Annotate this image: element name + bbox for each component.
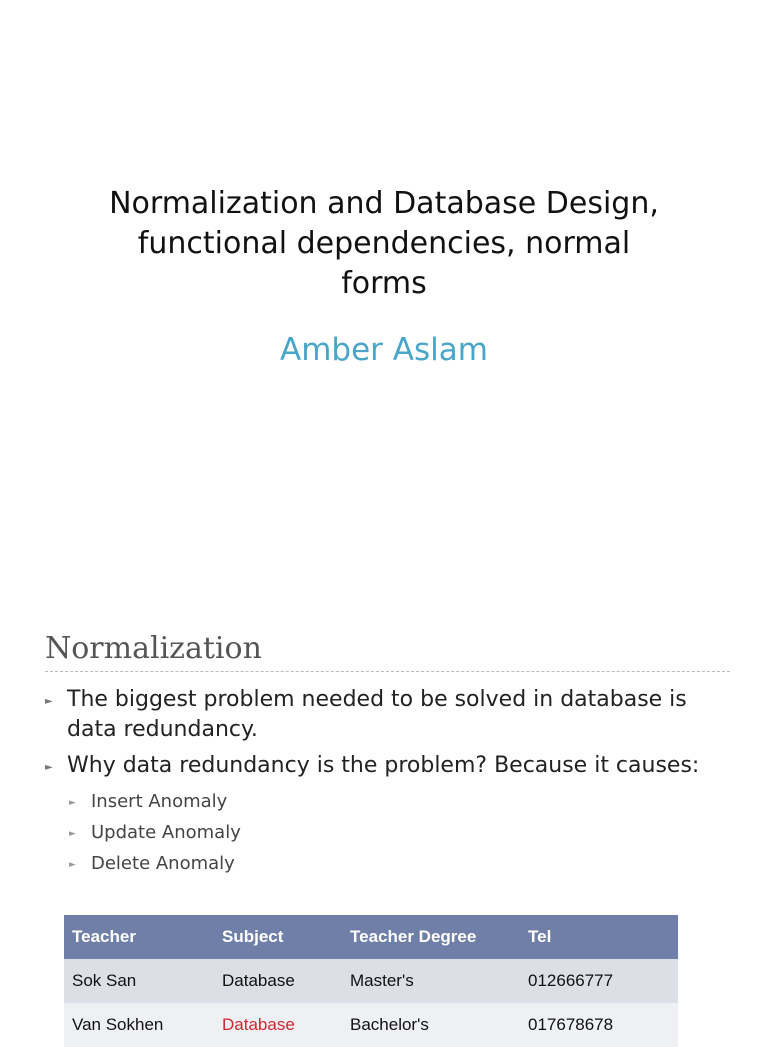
column-header-teacher: Teacher xyxy=(64,915,214,959)
sub-bullet-arrow-icon: ► xyxy=(69,829,76,839)
author-name: Amber Aslam xyxy=(280,332,488,368)
table-row xyxy=(64,959,678,1003)
table-header-row xyxy=(64,915,678,959)
teacher-table xyxy=(64,915,678,1047)
bullet-arrow-icon: ► xyxy=(45,696,53,707)
title-divider xyxy=(45,671,730,672)
slide2-title: Normalization xyxy=(45,631,262,666)
table-cell: Sok San xyxy=(64,959,214,1003)
table-cell: Van Sokhen xyxy=(64,1003,214,1047)
table-row xyxy=(64,1003,678,1047)
sub-bullet-text: Delete Anomaly xyxy=(91,853,235,874)
slide-title: Normalization and Database Design, functional dependencies, normal forms xyxy=(109,186,659,301)
sub-bullet-arrow-icon: ► xyxy=(69,798,76,808)
table-cell: Bachelor's xyxy=(342,1003,520,1047)
bullet-arrow-icon: ► xyxy=(45,762,53,773)
table-cell: 012666777 xyxy=(520,959,678,1003)
table-cell-highlighted: Database xyxy=(214,1003,342,1047)
table-cell: Master's xyxy=(342,959,520,1003)
sub-bullet-text: Update Anomaly xyxy=(91,822,241,843)
sub-bullet-arrow-icon: ► xyxy=(69,860,76,870)
normalization-slide xyxy=(0,615,768,1034)
sub-bullet-item xyxy=(69,820,735,847)
sub-bullet-text: Insert Anomaly xyxy=(91,791,228,812)
bullet-list xyxy=(45,685,735,878)
bullet-item xyxy=(45,685,735,745)
bullet-text: Why data redundancy is the problem? Because it causes: xyxy=(67,753,700,778)
column-header-teacher-degree: Teacher Degree xyxy=(342,915,520,959)
sub-bullet-item xyxy=(69,789,735,816)
table-cell: 017678678 xyxy=(520,1003,678,1047)
column-header-tel: Tel xyxy=(520,915,678,959)
sub-bullet-item xyxy=(69,851,735,878)
bullet-item xyxy=(45,751,735,783)
table-cell: Database xyxy=(214,959,342,1003)
bullet-text: The biggest problem needed to be solved in database is data redundancy. xyxy=(67,687,687,742)
column-header-subject: Subject xyxy=(214,915,342,959)
